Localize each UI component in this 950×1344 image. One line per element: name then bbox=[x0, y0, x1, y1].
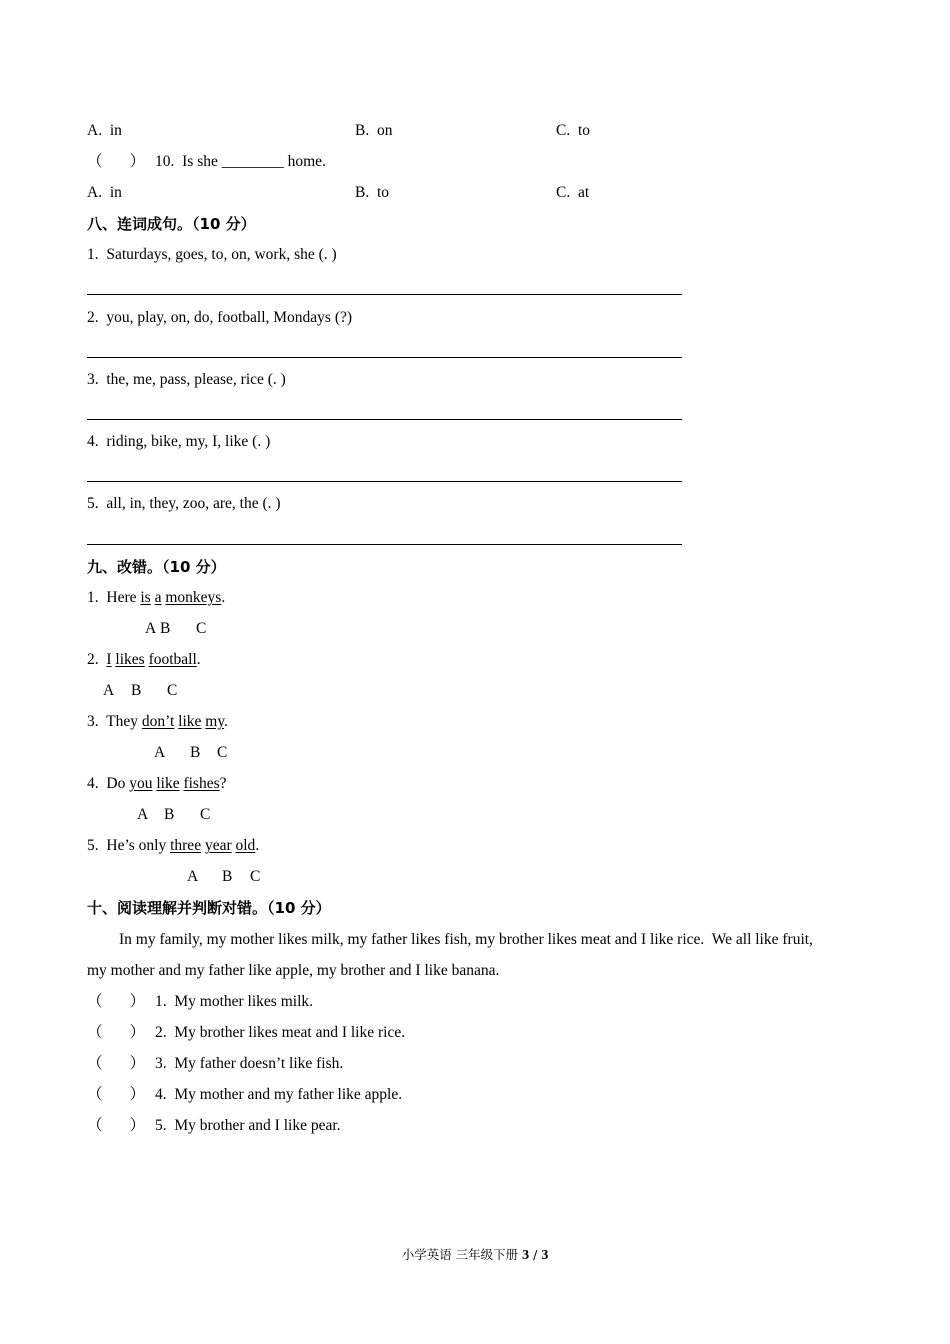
sec9-label-1a: A bbox=[145, 620, 157, 637]
q10-option-a: A. in bbox=[87, 184, 122, 201]
underlined-part-c: fishes bbox=[183, 775, 220, 792]
section-9-heading: 九、改错。（10 分） bbox=[87, 558, 226, 576]
answer-line-1[interactable] bbox=[87, 294, 682, 295]
reading-passage-line-2: my mother and my father like apple, my brother and I like banana. bbox=[87, 962, 500, 979]
sec9-label-3a: A bbox=[154, 744, 166, 761]
sec9-label-1c: C bbox=[196, 620, 207, 637]
sec9-label-3b: B bbox=[190, 744, 201, 761]
sec9-item-4: 4. Do you like fishes? bbox=[87, 775, 227, 792]
q10-answer-blank[interactable]: （ ） bbox=[87, 153, 146, 170]
underlined-part-b: likes bbox=[115, 651, 145, 668]
sec9-label-2b: B bbox=[131, 682, 142, 699]
q10-option-b: B. to bbox=[355, 184, 390, 201]
sec9-item-1: 1. Here is a monkeys. bbox=[87, 589, 226, 606]
underlined-part-a: is bbox=[140, 589, 151, 606]
sec8-item-1: 1. Saturdays, goes, to, on, work, she (. ) bbox=[87, 246, 337, 263]
sec8-item-5: 5. all, in, they, zoo, are, the (. ) bbox=[87, 495, 281, 512]
sec9-label-4c: C bbox=[200, 806, 211, 823]
judge-answer-blank-1[interactable]: （ ） bbox=[87, 993, 146, 1010]
sec9-item-5: 5. He’s only three year old. bbox=[87, 837, 260, 854]
answer-line-3[interactable] bbox=[87, 419, 682, 420]
underlined-part-b: year bbox=[204, 837, 232, 854]
answer-line-4[interactable] bbox=[87, 481, 682, 482]
underlined-part-a: three bbox=[170, 837, 202, 854]
page-footer: 小学英语 三年级下册 3 / 3 bbox=[401, 1247, 549, 1263]
judge-item-1: 1. My mother likes milk. bbox=[155, 993, 314, 1010]
underlined-part-a: don’t bbox=[141, 713, 175, 730]
judge-item-4: 4. My mother and my father like apple. bbox=[155, 1086, 403, 1103]
underlined-part-c: old bbox=[235, 837, 256, 854]
judge-answer-blank-5[interactable]: （ ） bbox=[87, 1117, 146, 1134]
judge-item-2: 2. My brother likes meat and I like rice. bbox=[155, 1024, 406, 1041]
judge-answer-blank-2[interactable]: （ ） bbox=[87, 1024, 146, 1041]
q9-option-a: A. in bbox=[87, 122, 122, 139]
underlined-part-c: monkeys bbox=[165, 589, 222, 606]
answer-line-2[interactable] bbox=[87, 357, 682, 358]
sec9-label-3c: C bbox=[217, 744, 228, 761]
sec9-item-2: 2. I likes football. bbox=[87, 651, 201, 668]
sec9-label-5b: B bbox=[222, 868, 233, 885]
q9-option-b: B. on bbox=[355, 122, 393, 139]
judge-item-3: 3. My father doesn’t like fish. bbox=[155, 1055, 344, 1072]
q9-option-c: C. to bbox=[556, 122, 591, 139]
reading-passage-line-1: In my family, my mother likes milk, my father likes fish, my brother likes meat and I like rice. We all like fruit, bbox=[119, 931, 813, 948]
section-10-heading: 十、阅读理解并判断对错。（10 分） bbox=[87, 899, 331, 917]
q10-question: 10. Is she ________ home. bbox=[155, 153, 326, 170]
underlined-part-b: like bbox=[178, 713, 202, 730]
underlined-part-b: like bbox=[156, 775, 180, 792]
judge-answer-blank-4[interactable]: （ ） bbox=[87, 1086, 146, 1103]
q10-option-c: C. at bbox=[556, 184, 590, 201]
underlined-part-a: you bbox=[129, 775, 153, 792]
sec9-label-4b: B bbox=[164, 806, 175, 823]
judge-item-5: 5. My brother and I like pear. bbox=[155, 1117, 341, 1134]
underlined-part-c: my bbox=[205, 713, 225, 730]
page-total: 3 bbox=[541, 1248, 549, 1263]
underlined-part-a: I bbox=[106, 651, 112, 668]
underlined-part-c: football bbox=[148, 651, 197, 668]
sec8-item-2: 2. you, play, on, do, football, Mondays (?) bbox=[87, 309, 353, 326]
sec9-label-5c: C bbox=[250, 868, 261, 885]
sec8-item-4: 4. riding, bike, my, I, like (. ) bbox=[87, 433, 271, 450]
section-8-heading: 八、连词成句。（10 分） bbox=[87, 215, 256, 233]
page-number: 3 bbox=[522, 1248, 530, 1263]
sec9-label-5a: A bbox=[187, 868, 199, 885]
underlined-part-b: a bbox=[154, 589, 162, 606]
sec9-label-2c: C bbox=[167, 682, 178, 699]
sec8-item-3: 3. the, me, pass, please, rice (. ) bbox=[87, 371, 286, 388]
sec9-label-4a: A bbox=[137, 806, 149, 823]
judge-answer-blank-3[interactable]: （ ） bbox=[87, 1055, 146, 1072]
sec9-item-3: 3. They don’t like my. bbox=[87, 713, 228, 730]
sec9-label-1b: B bbox=[160, 620, 171, 637]
answer-line-5[interactable] bbox=[87, 544, 682, 545]
sec9-label-2a: A bbox=[103, 682, 115, 699]
